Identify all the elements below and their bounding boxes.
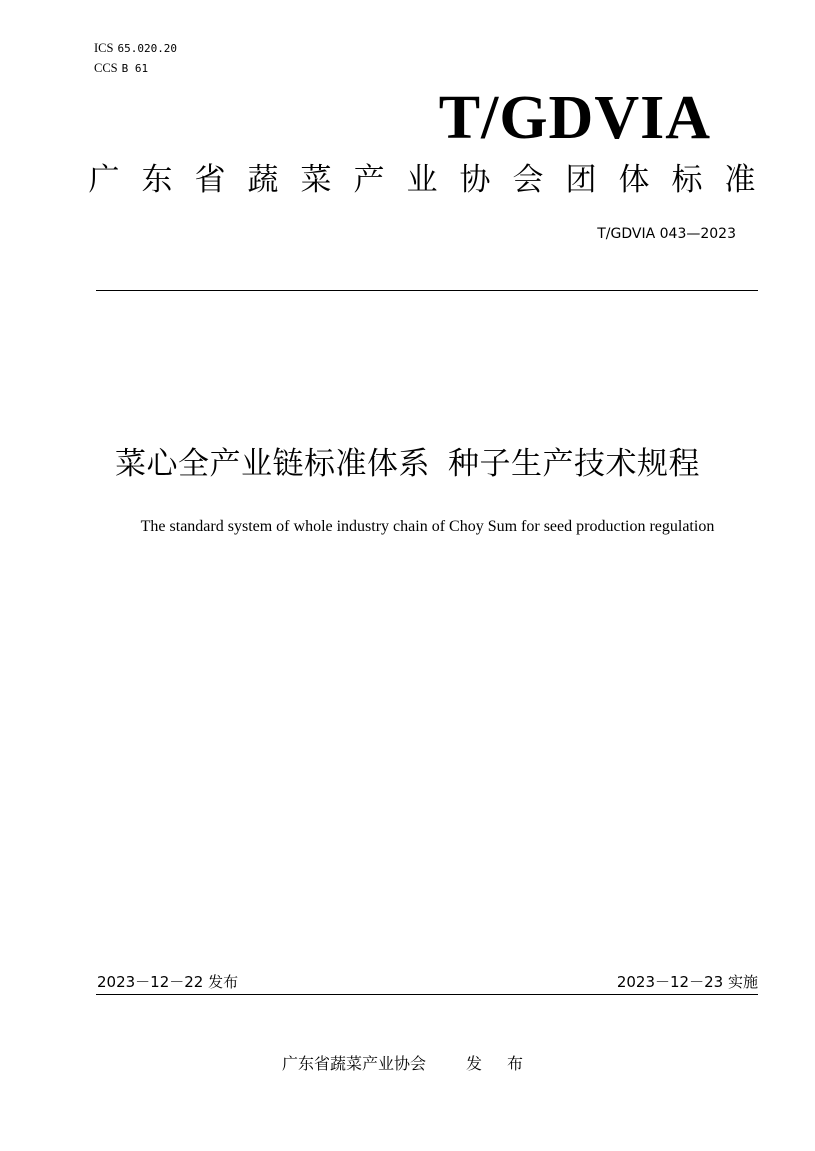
publisher-action: 发 布 (465, 1054, 534, 1073)
org-title-char: 体 (618, 162, 650, 198)
ccs-label: CCS (94, 61, 118, 75)
ccs-line (94, 61, 148, 76)
org-title-char: 省 (194, 162, 226, 198)
organization-standard-title (84, 156, 760, 204)
top-divider (96, 290, 758, 291)
org-title-char: 东 (141, 162, 173, 198)
implementation-label: 实施 (727, 973, 758, 991)
release-label: 发布 (208, 973, 239, 991)
ics-code: 65.020.20 (117, 42, 178, 55)
publisher-line (0, 1052, 815, 1076)
standard-brand-mark: T/GDVIA (438, 84, 711, 152)
title-cn-part2: 种子生产技术规程 (448, 446, 700, 482)
org-title-char: 广 (88, 162, 120, 198)
ccs-code: B 61 (121, 62, 149, 75)
publisher-name: 广东省蔬菜产业协会 (281, 1054, 426, 1073)
document-title-cn (0, 440, 815, 488)
org-title-char: 会 (512, 162, 544, 198)
org-title-char: 业 (406, 162, 438, 198)
document-title-en: The standard system of whole industry chain of Choy Sum for seed production regulation (140, 518, 715, 535)
org-title-char: 团 (565, 162, 597, 198)
title-cn-part1: 菜心全产业链标准体系 (115, 446, 430, 482)
org-title-char: 标 (671, 162, 703, 198)
release-date: 2023－12－22 (97, 973, 204, 991)
standard-number: T/GDVIA 043—2023 (597, 226, 736, 242)
ics-line (94, 41, 177, 56)
bottom-divider (96, 994, 758, 995)
org-title-char: 产 (353, 162, 385, 198)
org-title-char: 菜 (300, 162, 332, 198)
implementation-date-line (617, 972, 758, 992)
org-title-char: 准 (724, 162, 756, 198)
implementation-date: 2023－12－23 (616, 973, 724, 991)
org-title-char: 协 (459, 162, 491, 198)
release-date-line (97, 972, 238, 992)
ics-label: ICS (94, 41, 114, 55)
org-title-char: 蔬 (247, 162, 279, 198)
